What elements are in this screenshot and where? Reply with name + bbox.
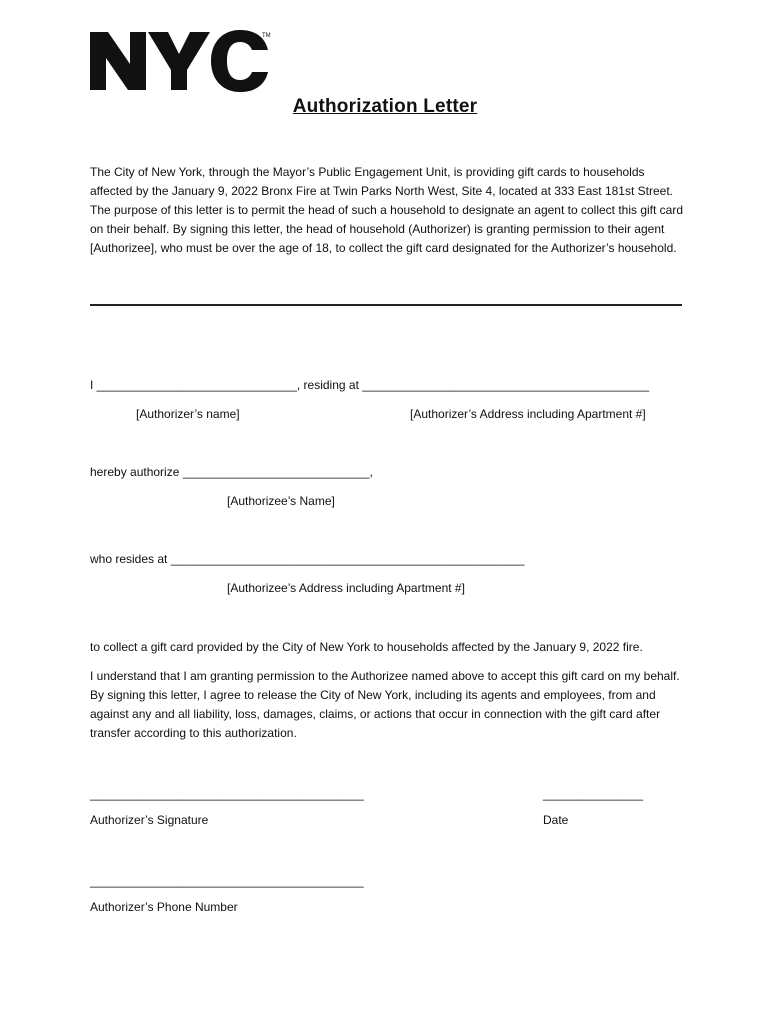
signature-label: Authorizer’s Signature: [90, 813, 209, 827]
authorizer-address-caption: [Authorizer’s Address including Apartment #]: [410, 407, 646, 421]
release-statement: I understand that I am granting permission to the Authorizee named above to accept this gift card on my behalf. By signing this letter, I agree to release the City of New York, including its agents and employees, from and against any and all liability, loss, damages, claims, or actions that occur in connection with the gift card after transfer according to this authorization.: [90, 669, 680, 740]
authorizee-address-caption: [Authorizee’s Address including Apartment #]: [227, 581, 465, 595]
document-title: Authorization Letter: [292, 96, 478, 117]
intro-paragraph: The City of New York, through the Mayor’s Public Engagement Unit, is providing gift cards to households affected by the January 9, 2022 Bronx Fire at Twin Parks North West, Site 4, located at 333 East 181st Street. The purpose of this letter is to permit the head of such a household to designate an agent to collect this gift card on their behalf. By signing this letter, the head of household (Authorizer) is granting permission to their agent [Authorizee], who must be over the age of 18, to collect the gift card designated for the Authorizer’s household.: [90, 165, 684, 255]
authorizer-name-caption: [Authorizer’s name]: [136, 407, 240, 421]
logo-letter-c: [211, 30, 268, 92]
logo-letter-n: [90, 32, 146, 90]
collect-statement: to collect a gift card provided by the City of New York to households affected by the January 9, 2022 fire.: [90, 640, 643, 654]
phone-line[interactable]: _________________________________________: [90, 874, 364, 888]
nyc-logo: [90, 30, 272, 92]
authorizee-name-line[interactable]: hereby authorize ____________________________,: [90, 465, 373, 479]
authorizer-line[interactable]: I ______________________________, residing at ___________________________________________: [90, 378, 650, 392]
divider-rule: [90, 304, 682, 306]
authorizee-name-caption: [Authorizee’s Name]: [227, 494, 335, 508]
logo-trademark: TM: [262, 33, 271, 39]
logo-letter-y: [148, 32, 210, 90]
signature-line[interactable]: _________________________________________: [90, 787, 364, 801]
authorizee-address-line[interactable]: who resides at _____________________________________________________: [90, 552, 525, 566]
phone-label: Authorizer’s Phone Number: [90, 900, 238, 914]
date-label: Date: [543, 813, 569, 827]
date-line[interactable]: _______________: [543, 787, 644, 801]
